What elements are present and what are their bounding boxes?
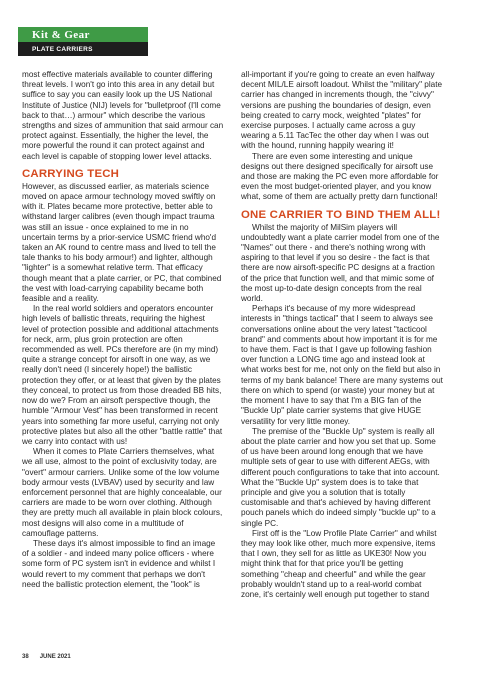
paragraph: most effective materials available to counter differing threat levels. I won't go into this area in any detail but suffice to say you can easily look up the US National Institute of Justice (NIJ) levels for "bulletproof (I'll come back to that…) armour" which describe the various strengths and sizes of ammunition that said armour can protect against. Essentially, the higher the level, the more powerful the round it can protect against and each level is capable of stopping lower level attacks. [22,70,224,161]
issue-date: JUNE 2021 [39,654,71,660]
paragraph: When it comes to Plate Carriers themselves, what we all use, almost to the point of exclusivity today, are "overt" armour carriers. Unlike some of the low volume body armour vests (LVBAV) used by security and law enforcement personnel that are highly concealable, our carriers are made to be worn over clothing. Although they are pretty much all available in plain block colours, most designs will also come in a multitude of camouflage patterns. [22,447,223,538]
paragraph: There are even some interesting and unique designs out there designed specifically for airsoft use and those are making the PC even more affordable for even the most budget-oriented player, and you know what, some of them are actually pretty darn functional! [241,151,439,202]
right-column [241,70,443,600]
section-title-bar [18,27,148,42]
section-header [18,27,148,56]
page-footer [22,654,71,660]
paragraph: These days it's almost impossible to find an image of a soldier - and indeed many police officers - where some form of PC system isn't in evidence and whilst I would revert to my comment that perhaps we don't need the ballistic protection element, the "look" is [22,538,216,589]
section-title: Kit & Gear [32,28,90,41]
paragraph: The premise of the "Buckle Up" system is really all about the plate carrier and how you set that up. Some of us have been around long enough that we have multiple sets of gear to use with different AEGs, with different pouch configurations to take that into account. What the "Buckle Up" system does is to take that principle and give you a solution that is totally customisable and that's achieved by having different pouch panels which do indeed simply "buckle up" to a single PC. [241,426,440,528]
paragraph: Perhaps it's because of my more widespread interests in "things tactical" that I seem to always see conversations online about the very latest "tacticool brand" and comments about how important it is for me to have them. Fact is that I gave up following fashion over function a LONG time ago and instead look at what works best for me, not only on the field but also in terms of my bank balance! There are many systems out there on which to spend (or waste) your money but at the moment I have to say that I'm a BIG fan of the "Buckle Up" plate carrier systems that give HUGE versatility for very little money. [241,304,443,426]
paragraph: However, as discussed earlier, as materials science moved on apace armour technology moved swiftly on with it. Plates became more protective, better able to withstand larger calibres (even though impact trauma was still an issue - once explained to me in no uncertain terms by a prior-service USMC friend who'd taken an AK round to centre mass and lived to tell the tale thanks to his body armour!) and lighter, although "lighter" is a somewhat relative term. That efficacy though meant that a plate carrier, or PC, that combined the vest with load-carrying capability became both feasible and a reality. [22,181,222,304]
paragraph: all-important if you're going to create an even halfway decent MIL/LE airsoft loadout. Whilst the "military" plate carrier has changed in increments though, the "civvy" versions are pushing the boundaries of design, even being created to carry mock, weighted "plates" for exercise purposes. I actually came across a guy wearing a 5.11 TacTec the other day when I was out with the hound, running happily wearing it! [241,70,443,151]
paragraph: In the real world soldiers and operators encounter high levels of ballistic threats, requiring the highest level of protection possible and additional attachments for neck, arm, plus groin protection are often recommended as well. PCs therefore are (in my mind) quite a strange concept for airsoft in one way, as we really don't need (I sincerely hope!) the ballistic protection they offer, or at least that given by the plates they conceal, to protect us from those dreaded BB hits, now do we? From an airsoft perspective though, the humble "Armour Vest" has been transformed in recent years into something far more useful, carrying not only protective plates but also all the other "battle rattle" that we carry into contact with us! [22,304,223,446]
paragraph: First off is the "Low Profile Plate Carrier" and whilst they may look like other, much more expensive, items that I own, they sell for as little as UKE30! Now you might think that for that price you'll be getting something "cheap and cheerful" and while the gear probably wouldn't stand up to a real-world combat zone, it's certainly well enough put together to stand [241,528,437,599]
page-number: 38 [22,654,29,660]
heading-one-carrier: ONE CARRIER TO BIND THEM ALL! [241,208,441,221]
subsection-bar [18,42,148,56]
subsection-title: PLATE CARRIERS [32,45,93,53]
heading-carrying-tech: CARRYING TECH [22,167,120,180]
left-column [22,70,224,590]
paragraph: Whilst the majority of MilSim players will undoubtedly want a plate carrier model from one of the "Names" out there - and there's nothing wrong with aspiring to that level if you so desire - the fact is that there are now airsoft-specific PC designs at a fraction of the price that function well, and that mimic some of the most up-to-date design concepts from the real world. [241,222,440,304]
